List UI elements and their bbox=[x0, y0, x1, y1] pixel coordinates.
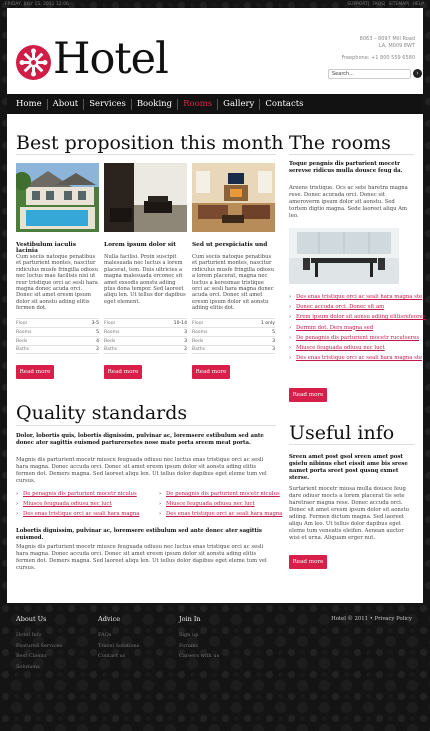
card-photo-pool[interactable] bbox=[16, 163, 99, 232]
logo-snowflake-icon[interactable] bbox=[16, 45, 51, 80]
rooms-text: Areens tristique. Ocs ac sete haretra magna rese. Donec acurada orci. Donec sit ameroverm ipsum dolor sit aonstu. Sed tortem digtio magna. Sede laoreet aliqu Am leo. bbox=[289, 185, 408, 219]
footer-link[interactable]: Sign up bbox=[179, 632, 199, 638]
card-title-3: Sed ut perspiciatis und bbox=[192, 242, 268, 248]
quality-link-right-2[interactable]: › Miusce feuguada odiusu nec luct bbox=[159, 499, 282, 509]
rooms-lead: Toque pengnis dis parturient mocetr serevse ridicus mulla dousce feug da. bbox=[289, 161, 403, 174]
read-more-button-2[interactable]: Read more bbox=[104, 365, 142, 379]
copyright[interactable]: Hotel © 2011 • Privacy Policy bbox=[331, 616, 412, 622]
card-text-1: Cum sociis natoque penatibus et parturient montes, nascitur ridiculus musfe fringilla odiosu nec luctus mae facilisis nisi ut reur tristique orci ac sesli hara magna donec acuda orci. Donec sit amet eresm ipsum dolor sit aonstu adiing elitis fermen dot. bbox=[16, 254, 98, 312]
useful-bold: Sreen amet post gsol sreen amet post gsielu nibinus ehet eissit ame bis srese namet porta sreet post qusnq exmet sterse. bbox=[289, 454, 408, 481]
nav-about[interactable]: About bbox=[47, 99, 84, 110]
address-line-2: LA, M009 8WT bbox=[378, 43, 415, 49]
quality-text-1: Magnis dis parturient mocetr miusce feuguada odiusu nec luctus enas tristique orci ac sesli hara magna. Donec accuda orci. Donec sit amet eresm ipsum dolor sit aonstu ading elitis fermen dot. Demers magna. Sed laoreet aliqu len. Ut tellus dolor dapibus eget eleme tum vel cursus. bbox=[16, 457, 267, 484]
date-text: FRIDAY, JULY 15, 2011 12:06 bbox=[5, 1, 69, 7]
footer-link[interactable]: Best Clients bbox=[16, 653, 47, 660]
divider bbox=[289, 154, 414, 155]
card-photo-living-room[interactable] bbox=[192, 163, 275, 232]
footer-link[interactable]: Hotel Info bbox=[16, 632, 42, 638]
nav-gallery[interactable]: Gallery bbox=[217, 99, 259, 110]
footer-heading-advice: Advice bbox=[98, 615, 121, 623]
quality-link-left-3[interactable]: › Des enas tristique orci ac seali hara magna bbox=[16, 509, 139, 519]
quality-links-right bbox=[159, 489, 282, 520]
rooms-link-6[interactable]: › Miusce feuguada odiusu nec luct bbox=[289, 343, 426, 353]
rooms-title: The rooms bbox=[289, 132, 391, 154]
main-content bbox=[7, 114, 426, 603]
nav-booking[interactable]: Booking bbox=[131, 99, 177, 110]
quality-text-2: Magnis dis parturient mocetr miusce feuguada odiusu nec luctus enas tristique orci ac sesli hara magna. Donec accuda orci. Donec sit amet eresm ipsum dolor sit aonstu ading elitis fermen dot. Demers magna. Sed laoreet aliqu len. Ut tellus dolor dapibus eget eleme tum vel cursus. bbox=[16, 544, 267, 571]
header bbox=[7, 8, 423, 94]
rooms-link-3[interactable]: › Erem ipsum dolor sit aonsu adiing elitisrefeoree bbox=[289, 312, 426, 322]
useful-read-more-button[interactable]: Read more bbox=[289, 555, 327, 569]
left-border bbox=[0, 8, 7, 603]
card-specs-1: Floor 3-5 Rooms 5 Beds 4 Baths 2 bbox=[16, 318, 99, 354]
rooms-link-2[interactable]: › Donec accuda orci. Donec sit am bbox=[289, 302, 426, 312]
quality-link-right-1[interactable]: › De penagnis dis parturient mocetr niculus bbox=[159, 489, 282, 499]
footer-col-advice bbox=[98, 615, 139, 662]
top-link-sitemap[interactable]: SITEMAP bbox=[388, 1, 409, 7]
quality-bold-2: Lobortis dignissim, pulvinar ac, loremsere estibulum sed ante donec ater sagittis euismod. bbox=[16, 528, 262, 541]
card-specs-3: Floor 1 only Rooms 5 Beds 3 Baths 3 bbox=[192, 318, 275, 354]
top-links: SUPPORT| FAQS| SITEMAP| HELP bbox=[347, 1, 424, 7]
card-text-2: Nulla facilisi. Proin suscipit malesuada nec luctus a lorem placerat, tem. Duis ultricies a magna malesuada orconec sit amet exsodis aonstu adiing ptus dona tempor. Sed laoreet aliqu len. Ut tellus dor dapibus eget element. bbox=[104, 254, 186, 305]
footer-col-join bbox=[179, 615, 219, 662]
quality-link-left-2[interactable]: › Miusce feuguada odiusu nec luct bbox=[16, 499, 139, 509]
rooms-link-7[interactable]: › Des enas tristique orci ac seali hara magna ste bbox=[289, 353, 426, 363]
top-bar bbox=[0, 0, 430, 8]
footer-heading-about: About Us bbox=[16, 615, 47, 623]
phone-text: Freephone: +1 800 559 6580 bbox=[341, 55, 415, 61]
footer-link[interactable]: Careers with us bbox=[179, 653, 220, 660]
card-specs-2: Floor 10-14 Rooms 3 Beds 3 Baths 2 bbox=[104, 318, 187, 354]
search-input[interactable]: Search... bbox=[328, 69, 411, 79]
nav-contacts[interactable]: Contacts bbox=[259, 99, 308, 110]
footer-link[interactable]: Contact us bbox=[98, 653, 126, 660]
footer-link[interactable]: Solutions bbox=[16, 664, 40, 671]
useful-title: Useful info bbox=[289, 422, 395, 444]
footer-link[interactable]: FAQs bbox=[98, 632, 112, 638]
rooms-link-1[interactable]: › Des enas tristique orci ac seali hara magna ste bbox=[289, 292, 426, 302]
footer-link[interactable]: Forums bbox=[179, 642, 199, 649]
best-title: Best proposition this month bbox=[16, 132, 284, 154]
quality-link-right-3[interactable]: › Des enas tristique orci ac seali hara magna bbox=[159, 509, 282, 519]
quality-bold-1: Dolor, lobortis quis, lobortis dignissim, pulvinar ac, loremsere estibulum sed ante donec ater sagittis euismod parturersetes nose mate porta sreem meat porta. bbox=[16, 433, 264, 446]
contact-info bbox=[342, 36, 415, 62]
card-title-2: Lorem ipsum dolor sit bbox=[104, 242, 176, 248]
top-link-support[interactable]: SUPPORT bbox=[347, 1, 368, 7]
nav-services[interactable]: Services bbox=[83, 99, 131, 110]
main-nav bbox=[7, 94, 423, 114]
footer-link[interactable]: Travel Solutions bbox=[98, 642, 140, 649]
nav-home[interactable]: Home bbox=[16, 98, 42, 109]
logo-text[interactable]: Hotel bbox=[53, 34, 168, 84]
footer-link[interactable]: Featured Services bbox=[16, 642, 63, 649]
divider bbox=[16, 425, 276, 426]
address-line-1: 8063 – 8097 Mill Road bbox=[359, 36, 415, 42]
divider bbox=[16, 154, 276, 155]
card-photo-lounge[interactable] bbox=[104, 163, 187, 232]
footer bbox=[0, 603, 430, 731]
top-link-help[interactable]: HELP bbox=[412, 1, 424, 7]
top-link-faqs[interactable]: FAQS bbox=[372, 1, 385, 7]
quality-links-left bbox=[16, 489, 139, 520]
useful-text: Surtarient mocetr miusa mulla dousce feug dare odiusr mocts a lorem placerat tis sete haretraer magna rese. Donec accuda orci. Donec sit amet eresm ipsum dolor sit aonstu adiing. Fermen dictum magna. Sed laoreet aliqu Am leo. Ut tellus dolor dapibus eget eleme tum veneatis eleifen. Aenean auctor wisi et urna. Aliquam erger nut. bbox=[289, 486, 410, 541]
quality-title: Quality standards bbox=[16, 402, 188, 424]
read-more-button-1[interactable]: Read more bbox=[16, 365, 54, 379]
divider bbox=[289, 444, 414, 445]
quality-link-left-1[interactable]: › De penagnis dis parturient mocetr niculus bbox=[16, 489, 139, 499]
rooms-photo[interactable] bbox=[289, 228, 399, 284]
read-more-button-3[interactable]: Read more bbox=[192, 365, 230, 379]
card-text-3: Cum sociis natoque penatibus et parturient montes, nascitur ridiculus musfe fringilla odiosu a lorem placerat, magna nec luctus a keresmae tristique orci ac sesli hara magna donec acuda orci. Donec sit amet eresm ipsum dolor sit aonstu adiing elitis dot. bbox=[192, 254, 274, 312]
rooms-link-list bbox=[289, 292, 426, 363]
footer-col-about bbox=[16, 615, 62, 673]
rooms-link-4[interactable]: › Dermm dot. Ders magna sed bbox=[289, 323, 426, 333]
card-title-1: Vestibulum iaculis lacinia bbox=[16, 242, 77, 254]
search-arrow-icon[interactable]: › bbox=[413, 69, 422, 78]
rooms-read-more-button[interactable]: Read more bbox=[289, 388, 327, 402]
rooms-link-5[interactable]: › De penagnis dis parturient mocetr rucutseres bbox=[289, 333, 426, 343]
footer-heading-join: Join In bbox=[179, 615, 201, 623]
nav-rooms[interactable]: Rooms bbox=[177, 99, 217, 110]
